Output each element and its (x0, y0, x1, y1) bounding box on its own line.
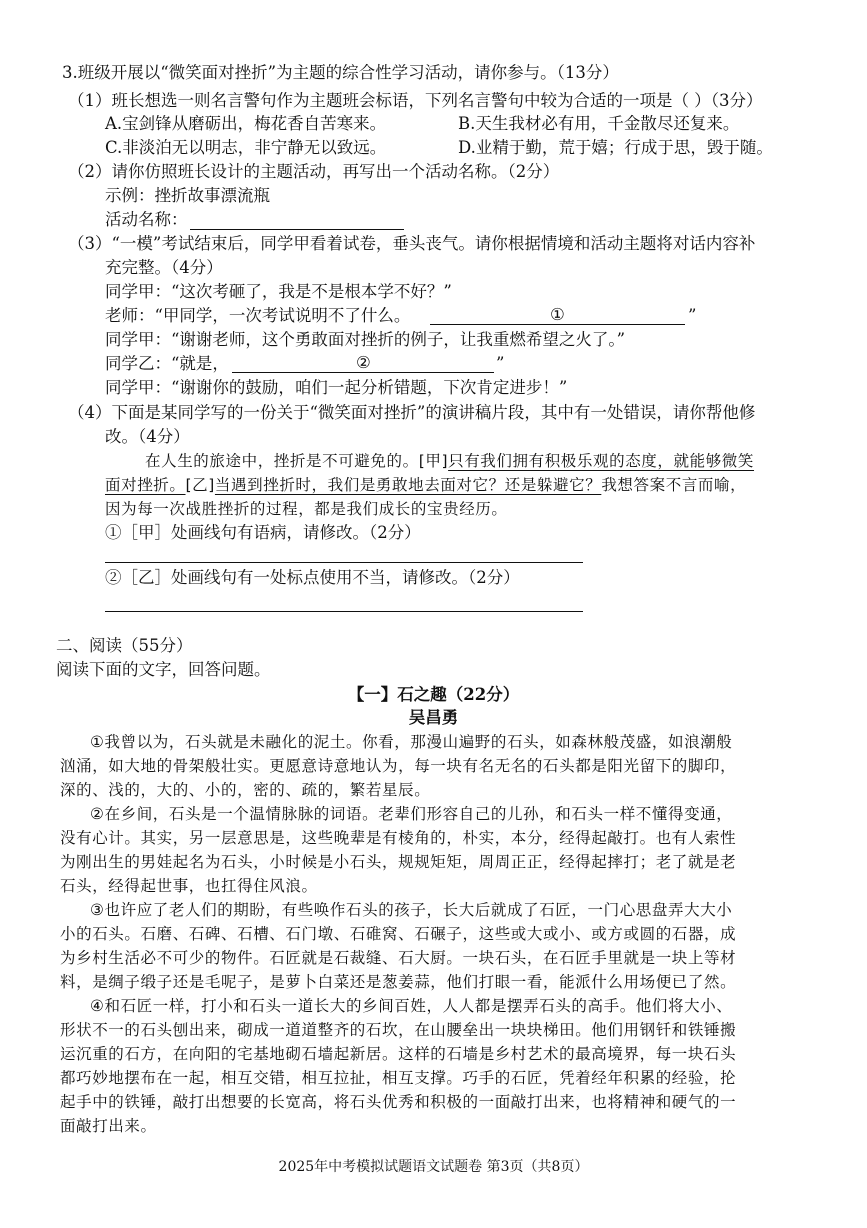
q3-4-sub2: ②［乙］处画线句有一处标点使用不当，请修改。（2分） (105, 568, 520, 587)
q3-4-stem-line2: 改。（4分） (105, 427, 190, 446)
dialog-line-2: 老师：“甲同学，一次考试说明不了什么。 (105, 306, 411, 325)
blank-1-marker: ① (550, 305, 565, 324)
q3-4-stem-line1: （4）下面是某同学写的一份关于“微笑面对挫折”的演讲稿片段，其中有一处错误，请你帮他修 (68, 403, 756, 422)
q3-4-sub1: ①［甲］处画线句有语病，请修改。（2分） (105, 523, 421, 542)
article-title: 【一】石之趣（22分） (347, 685, 520, 704)
underlined-sentence-jia: 只有我们拥有积极乐观的态度，就能够微笑 (448, 452, 755, 470)
q3-3-stem-line1: （3）“一模”考试结束后，同学甲看着试卷，垂头丧气。请你根据情境和活动主题将对话内容补 (68, 234, 756, 253)
p3-line3: 为乡村生活必不可少的物件。石匠就是石裁缝、石大厨。一块石头，在石匠手里就是一块上等材 (60, 949, 737, 967)
speech-para-line2 (105, 474, 746, 496)
q3-2-answer-label: 活动名称： (105, 210, 188, 229)
dialog-line-5: 同学甲：“谢谢你的鼓励，咱们一起分析错题，下次肯定进步！” (105, 378, 568, 397)
p4-line1: ④和石匠一样，打小和石头一道长大的乡间百姓，人人都是摆弄石头的高手。他们将大小、 (90, 997, 733, 1015)
p1-line3: 深的、浅的，大的、小的，密的、疏的，繁若星辰。 (60, 781, 431, 799)
option-a: A.宝剑锋从磨砺出，梅花香自苦寒来。 (105, 114, 387, 133)
speech-text: 在人生的旅途中，挫折是不可避免的。[甲] (145, 452, 449, 470)
section2-instruction: 阅读下面的文字，回答问题。 (56, 660, 271, 679)
p2-line3: 为刚出生的男娃起名为石头，小时候是小石头，规规矩矩，周周正正，经得起摔打；老了就是老 (60, 853, 737, 871)
p2-line2: 没有心计。其实，另一层意思是，这些晚辈是有棱角的，朴实，本分，经得起敲打。也有人索性 (60, 829, 737, 847)
p4-line6: 面敲打出来。 (60, 1117, 157, 1135)
dialog-line-4-close-quote: ” (496, 354, 505, 373)
speech-para-line3: 因为每一次战胜挫折的过程，都是我们成长的宝贵经历。 (105, 500, 508, 518)
underlined-sentence-yi: 当遇到挫折时，我们是勇敢地去面对它？还是躲避它？ (214, 476, 602, 494)
page-footer: 2025年中考模拟试题语文试题卷 第3页（共8页） (278, 1159, 589, 1175)
p3-line4: 料，是绸子缎子还是毛呢子，是萝卜白菜还是葱姜蒜，他们打眼一看，能派什么用场便已了然。 (60, 973, 737, 991)
speech-para-line1 (145, 450, 754, 472)
p4-line3: 运沉重的石方，在向阳的宅基地砌石墙起新居。这样的石墙是乡村艺术的最高境界，每一块石头 (60, 1045, 737, 1063)
q3-2-example: 示例：挫折故事漂流瓶 (105, 186, 270, 205)
option-c: C.非淡泊无以明志，非宁静无以致远。 (105, 138, 387, 157)
p4-line4: 都巧妙地摆布在一起，相互交错，相互拉扯，相互支撑。巧手的石匠，凭着经年积累的经验，抡 (60, 1069, 737, 1087)
option-b: B.天生我材必有用，千金散尽还复来。 (458, 114, 740, 133)
p3-line2: 小的石头。石磨、石碑、石槽、石门墩、石碓窝、石碾子，这些或大或小、或方或圆的石器，成 (60, 925, 737, 943)
dialog-line-1: 同学甲：“这次考砸了，我是不是根本学不好？” (105, 282, 452, 301)
mark-yi: [乙] (185, 476, 215, 494)
dialog-line-4: 同学乙：“就是， (105, 354, 229, 373)
q3-1-stem: （1）班长想选一则名言警句作为主题班会标语，下列名言警句中较为合适的一项是（ ）（3分） (68, 91, 763, 110)
answer-line-2[interactable] (105, 611, 583, 612)
speech-text: 我想答案不言而喻， (601, 476, 747, 494)
p2-line4: 石头，经得起世事，也扛得住风浪。 (60, 877, 318, 895)
option-d: D.业精于勤，荒于嬉；行成于思，毁于随。 (458, 138, 773, 157)
q3-3-stem-line2: 充完整。（4分） (105, 258, 223, 277)
dialog-line-3: 同学甲：“谢谢老师，这个勇敢面对挫折的例子，让我重燃希望之火了。” (105, 330, 626, 349)
section2-title: 二、阅读（55分） (56, 636, 193, 655)
article-author: 吴昌勇 (408, 708, 459, 727)
p4-line5: 起手中的铁锤，敲打出想要的长宽高，将石头优秀和积极的一面敲打出来，也将精神和硬气的一 (60, 1093, 737, 1111)
q3-title: 3.班级开展以“微笑面对挫折”为主题的综合性学习活动，请你参与。（13分） (62, 63, 619, 82)
blank-2-marker: ② (356, 353, 371, 372)
answer-line-1[interactable] (105, 562, 583, 563)
p4-line2: 形状不一的石头刨出来，砌成一道道整齐的石坎，在山腰垒出一块块梯田。他们用钢钎和铁锤搬 (60, 1021, 737, 1039)
activity-name-blank[interactable] (190, 229, 404, 230)
p1-line2: 汹涌，如大地的骨架般壮实。更愿意诗意地认为，每一块有名无名的石头都是阳光留下的脚印， (60, 757, 737, 775)
p3-line1: ③也许应了老人们的期盼，有些唤作石头的孩子，长大后就成了石匠，一门心思盘弄大大小 (90, 901, 733, 919)
q3-2-stem: （2）请你仿照班长设计的主题活动，再写出一个活动名称。（2分） (68, 162, 560, 181)
underlined-sentence-jia-cont: 面对挫折。 (105, 476, 186, 494)
p1-line1: ①我曾以为，石头就是未融化的泥土。你看，那漫山遍野的石头，如森林般茂盛，如浪潮般 (90, 733, 733, 751)
p2-line1: ②在乡间，石头是一个温情脉脉的词语。老辈们形容自己的儿孙，和石头一样不懂得变通， (90, 805, 733, 823)
dialog-line-2-close-quote: ” (688, 306, 697, 325)
